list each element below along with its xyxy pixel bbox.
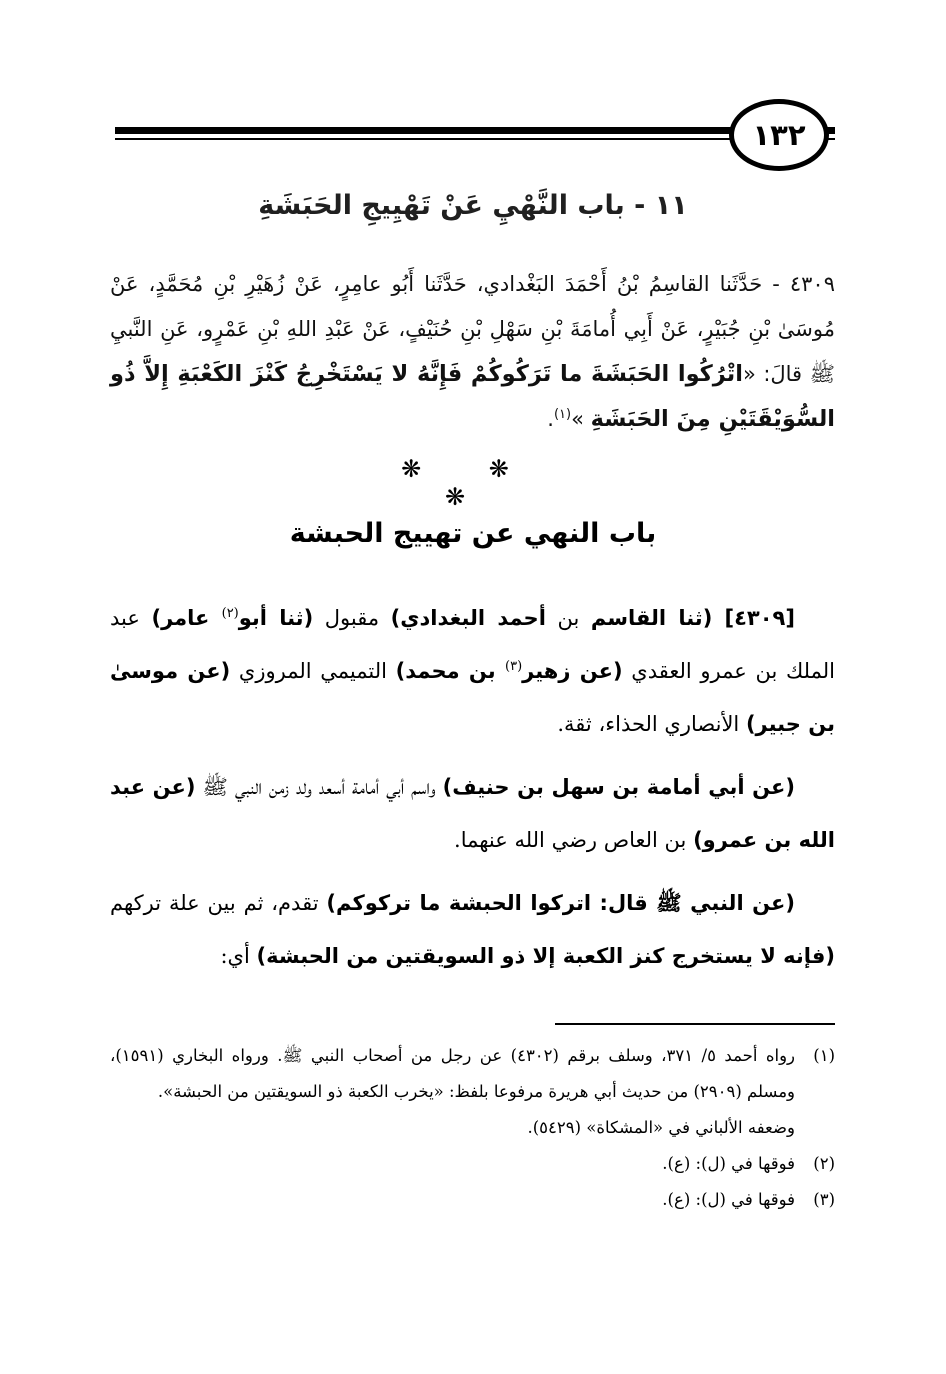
hadith-matn: اتْرُكُوا الحَبَشَةَ ما تَرَكُوكُمْ فَإِنَّهُ لا يَسْتَخْرِجُ كَنْزَ الكَعْبَةِ إِلاَّ ذُو السُّوَيْقَتَيْنِ مِنَ الحَبَشَةِ [110, 361, 835, 432]
commentary-text: تقدم، ثم بين علة تركهم [110, 891, 327, 915]
footnote-item [110, 1182, 835, 1218]
commentary-text: التميمي المروزي [230, 659, 396, 683]
footnotes [110, 1038, 835, 1218]
commentary-text: الأنصاري الحذاء، ثقة. [557, 712, 746, 736]
commentary-bold: (عن زهير [522, 659, 623, 683]
commentary-body [110, 592, 835, 993]
commentary-bold: بن محمد) [395, 659, 505, 683]
commentary-bold: (عن النبي ﷺ قال: اتركوا الحبشة ما تركوكم) [326, 891, 795, 915]
footnote-item [110, 1038, 835, 1110]
footnote-text-extra: وضعفه الألباني في «المشكاة» (٥٤٢٩). [527, 1118, 795, 1137]
commentary-text: واسم أبي أمامة أسعد ولد زمن النبي ﷺ [195, 775, 443, 799]
commentary-paragraph-1 [110, 592, 835, 751]
chapter-title: ١١ - باب النَّهْيِ عَنْ تَهْيِيجِ الحَبَشَةِ [258, 190, 688, 221]
commentary-bold: (عن موسىٰ بن جبير) [110, 659, 835, 736]
footnote-ref-3: (٣) [505, 659, 523, 674]
footnote-number: (٣) [813, 1190, 835, 1209]
commentary-text: بن العاص رضي الله عنهما. [454, 828, 694, 852]
commentary-title: باب النهي عن تهييج الحبشة [289, 518, 657, 549]
commentary-bold: أحمد البغدادي) [390, 606, 546, 630]
commentary-bold: [٤٣٠٩] (ثنا القاسم [590, 606, 795, 630]
footnote-ref-1: (١) [553, 407, 572, 422]
commentary-bold: (عن أبي أمامة بن سهل بن حنيف) [442, 775, 795, 799]
header-rule-thick [115, 127, 835, 134]
hadith-close-quote: » [571, 407, 584, 431]
section-separator: ❋ ❋ ❋ [401, 455, 539, 511]
commentary-bold: عامر) [151, 606, 222, 630]
footnote-number: (١) [813, 1046, 835, 1065]
footnote-number: (٢) [813, 1154, 835, 1173]
page-number: ١٣٢ [729, 99, 829, 171]
commentary-paragraph-3 [110, 877, 835, 983]
footnote-item [110, 1146, 835, 1182]
footnote-text: فوقها في (ل): (ع). [662, 1154, 795, 1173]
footnote-ref-2: (٢) [221, 606, 239, 621]
header-rule [115, 127, 835, 143]
commentary-bold: (عن عبد الله بن عمرو) [110, 775, 835, 852]
commentary-text: مقبول [313, 606, 391, 630]
hadith-isnad: ٤٣٠٩ - حَدَّثَنا القاسِمُ بْنُ أَحْمَدَ البَغْدادي، حَدَّثَنا أَبُو عامِرٍ، عَنْ زُهَيْرِ بْنِ مُحَمَّدٍ، عَنْ مُوسَىٰ بْنِ جُبَيْرٍ، عَنْ أَبِي أُمامَةَ بْنِ سَهْلِ بْنِ حُنَيْفٍ، عَنْ عَبْدِ اللهِ بْنِ عَمْرٍو، عَنِ النَّبيِ ﷺ قالَ: « [110, 272, 836, 386]
commentary-bold: (ثنا أبو [238, 606, 314, 630]
footnote-text: رواه أحمد ٥/ ٣٧١، وسلف برقم (٤٣٠٢) عن رجل من أصحاب النبي ﷺ. ورواه البخاري (١٥٩١)، ومسلم (٢٩٠٩) من حديث أبي هريرة مرفوعا بلفظ: «يخرب الكعبة ذو السويقتين من الحبشة». [110, 1046, 796, 1101]
commentary-bold: (فإنه لا يستخرج كنز الكعبة إلا ذو السويقتين من الحبشة) [256, 944, 835, 968]
hadith-text [110, 262, 835, 442]
header-rule-thin [115, 138, 835, 140]
commentary-text: بن [545, 606, 591, 630]
footnote-text: فوقها في (ل): (ع). [662, 1190, 795, 1209]
footnote-divider [555, 1023, 835, 1025]
commentary-text: أي: [220, 944, 257, 968]
commentary-paragraph-2 [110, 761, 835, 867]
hadith-end: . [547, 407, 554, 431]
commentary-text: عبد الملك بن عمرو العقدي [110, 606, 836, 683]
